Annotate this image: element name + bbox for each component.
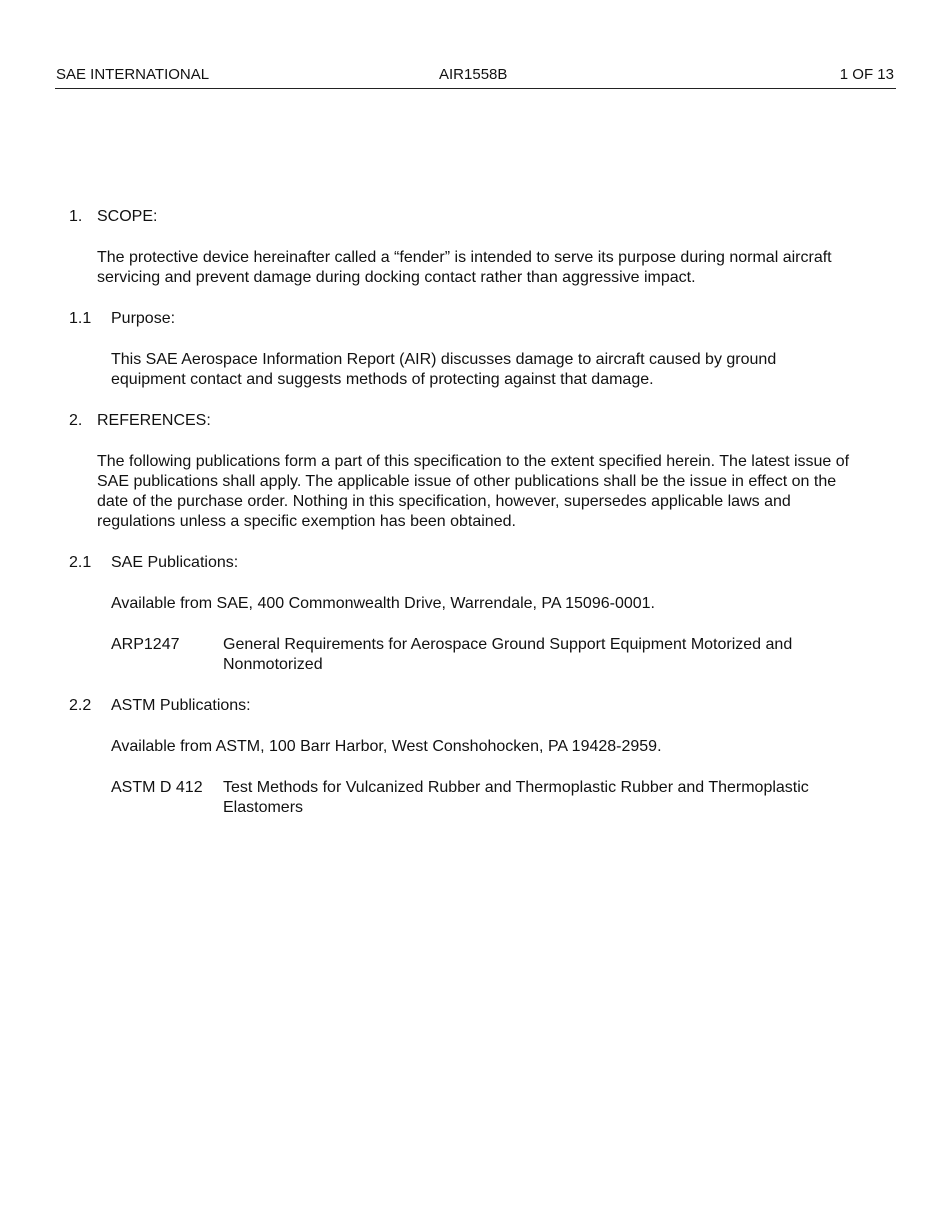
section-number: 1. [69,208,83,225]
section-title: SCOPE: [97,208,158,225]
section-scope-text: The protective device hereinafter called a “fender” is intended to serve its purpose during normal aircraft servicing and prevent damage during docking contact rather than aggressive impact. [97,249,832,286]
section-astm-publications-heading [69,696,869,716]
reference-title: General Requirements for Aerospace Ground Support Equipment Motorized and Nonmotorized [223,636,793,673]
section-title: SAE Publications: [111,554,239,571]
section-number: 2. [69,412,83,429]
section-number: 2.2 [69,697,92,714]
document-body [69,207,869,839]
reference-code: ARP1247 [111,636,180,653]
section-number: 2.1 [69,554,92,571]
section-number: 1.1 [69,310,92,327]
sae-availability-text: Available from SAE, 400 Commonwealth Drive, Warrendale, PA 15096-0001. [111,595,655,612]
page-header [55,66,896,89]
reference-entry [111,778,869,818]
section-sae-publications-heading [69,553,869,573]
section-references-text: The following publications form a part of this specification to the extent specified herein. The latest issue of SAE publications shall apply. The applicable issue of other publications shall be the issue in effect on the date of the purchase order. Nothing in this specification, however, supersedes applicable laws and regulations unless a specific exemption has been obtained. [97,453,850,530]
section-scope-heading [69,207,869,227]
header-organization: SAE INTERNATIONAL [56,66,210,83]
section-purpose-heading [69,309,869,329]
header-page-number: 1 OF 13 [839,66,894,83]
section-title: ASTM Publications: [111,697,251,714]
reference-title: Test Methods for Vulcanized Rubber and Thermoplastic Rubber and Thermoplastic Elastomers [223,779,809,816]
section-purpose-text: This SAE Aerospace Information Report (AIR) discusses damage to aircraft caused by ground equipment contact and suggests methods of protecting against that damage. [111,351,777,388]
header-document-number: AIR1558B [439,66,508,83]
section-title: REFERENCES: [97,412,211,429]
section-title: Purpose: [111,310,176,327]
reference-entry [111,635,869,675]
section-references-heading [69,411,869,431]
reference-code: ASTM D 412 [111,779,203,796]
astm-availability-text: Available from ASTM, 100 Barr Harbor, West Conshohocken, PA 19428-2959. [111,738,662,755]
